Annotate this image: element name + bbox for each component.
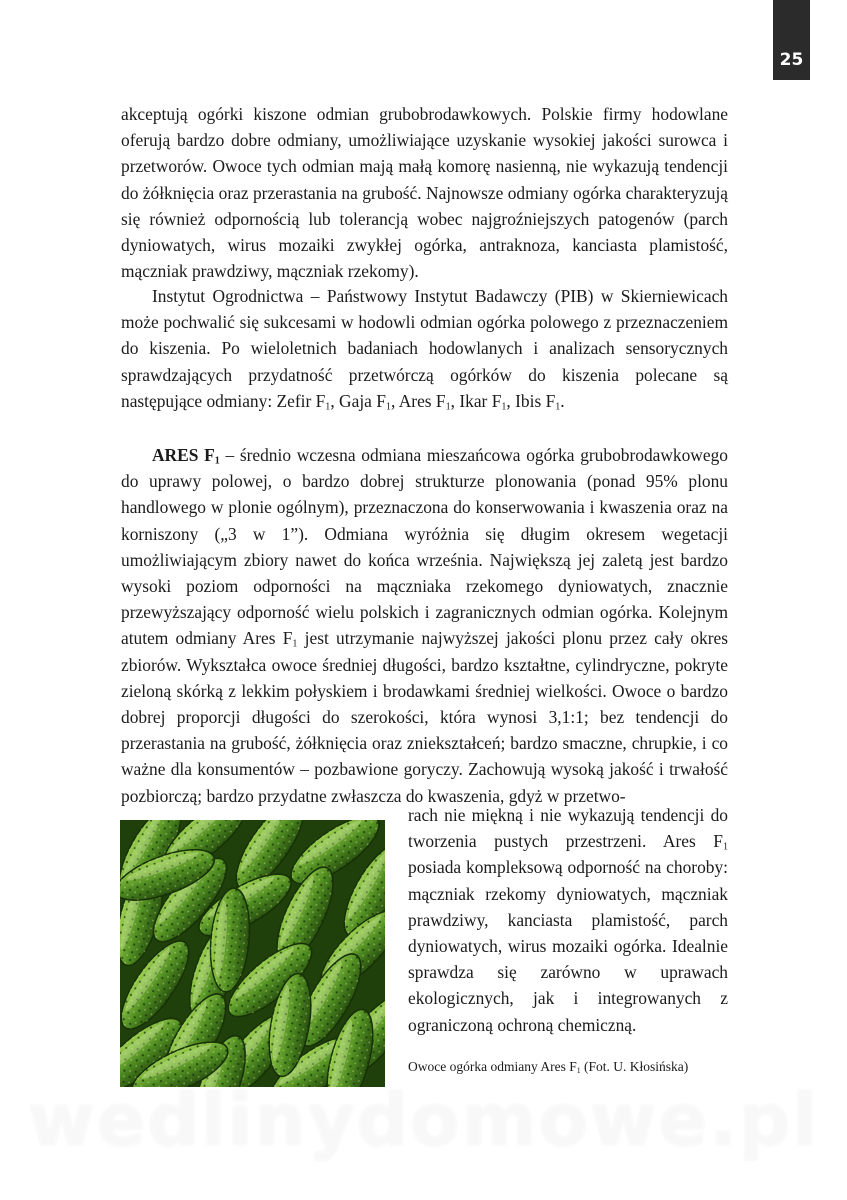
paragraph-2: Instytut Ogrodnictwa – Państwowy Instytut Badawczy (PIB) w Skierniewicach może pochwalić się sukcesami w hodowli odmian ogórka polowego z przeznaczeniem do kiszenia. Po wieloletnich badaniach hodowlanych i analizach sensorycznych sprawdzających przydatność przetwórczą ogórków do kiszenia polecane są następujące odmiany: Zefir $F_1$, Gaja $F_1$, Ares $F_1$, Ikar $F_1$, Ibis $F_1$. [121,286,728,413]
variety-ikar: Ikar $F_1$ [459,390,507,413]
page-number-tab [773,0,810,80]
cucumber-photo [120,820,385,1087]
variety-zefir: Zefir $F_1$ [276,390,331,413]
variety-ibis: Ibis $F_1$ [515,390,561,413]
paragraph-ares: ARES $F_1$ – średnio wczesna odmiana mieszańcowa ogórka grubobrodawkowego do uprawy polowej, o bardzo dobrej strukturze plonowania (ponad 95% plonu handlowego w plonie ogólnym), przeznaczona do konserwowania i kwaszenia oraz na korniszony („3 w 1”). Odmiana wyróżnia się długim okresem wegetacji umożliwiającym zbiory nawet do końca września. Największą jej zaletą jest bardzo wysoki poziom odporności na mączniaka rzekomego dyniowatych, znacznie przewyższający odporność wielu polskich i zagranicznych odmian ogórka. Kolejnym atutem odmiany Ares $F_1$ jest utrzymanie najwyższej jakości plonu przez cały okres zbiorów. Wykształca owoce średniej długości, bardzo kształtne, cylindryczne, pokryte zieloną skórką z lekkim połyskiem i brodawkami średniej wielkości. Owoce o bardzo dobrej proporcji długości do szerokości, która wynosi 3,1:1; bez tendencji do przerastania na grubość, żółknięcia oraz zniekształceń; bardzo smaczne, chrupkie, i co ważne dla konsumentów – pozbawione goryczy. Zachowują wysoką jakość i trwałość pozbiorczą; bardzo przydatne zwłaszcza do kwaszenia, gdyż w przetwo- [121,445,729,806]
watermark: wedlinydomowe.pl [28,1078,819,1162]
paragraph-ares-continued: rach nie miękną i nie wykazują tendencji do tworzenia pustych przestrzeni. Ares $F_1$ posiada kompleksową odporność na choroby: mączniak rzekomy dyniowatych, mączniak prawdziwy, kanciasta plamistość, parch dyniowatych, wirus mozaiki ogórka. Idealnie sprawdza się zarówno w uprawach ekologicznych, jak i integrowanych z ograniczoną ochroną chemiczną. [408,805,728,1035]
photo-caption: Owoce ogórka odmiany Ares $F_1$ (Fot. U. Kłosińska) [408,1059,689,1075]
ares-heading: ARES $F_1$ [152,445,220,467]
variety-ares: Ares $F_1$ [398,390,451,413]
page-number: 25 [779,50,804,70]
paragraph-2-text: Instytut Ogrodnictwa – Państwowy Instytut Badawczy (PIB) w Skierniewicach może pochwalić się sukcesami w hodowli odmian ogórka polowego z przeznaczeniem do kiszenia. Po wieloletnich badaniach hodowlanych i analizach sensorycznych sprawdzających przydatność przetwórczą ogórków do kiszenia polecane są następujące odmiany: [121,286,728,411]
paragraph-1: akceptują ogórki kiszone odmian grubobrodawkowych. Polskie firmy hodowlane oferują bardzo dobre odmiany, umożliwiające uzyskanie wysokiej jakości surowca i przetworów. Owoce tych odmian mają małą komorę nasienną, nie wykazują tendencji do żółknięcia oraz przerastania na grubość. Najnowsze odmiany ogórka charakteryzują się również odpornością lub tolerancją wobec najgroźniejszych patogenów (parch dyniowatych, wirus mozaiki zwykłej ogórka, antraknoza, kanciasta plamistość, mączniak prawdziwy, mączniak rzekomy). [121,104,728,282]
variety-gaja: Gaja $F_1$ [339,390,391,413]
